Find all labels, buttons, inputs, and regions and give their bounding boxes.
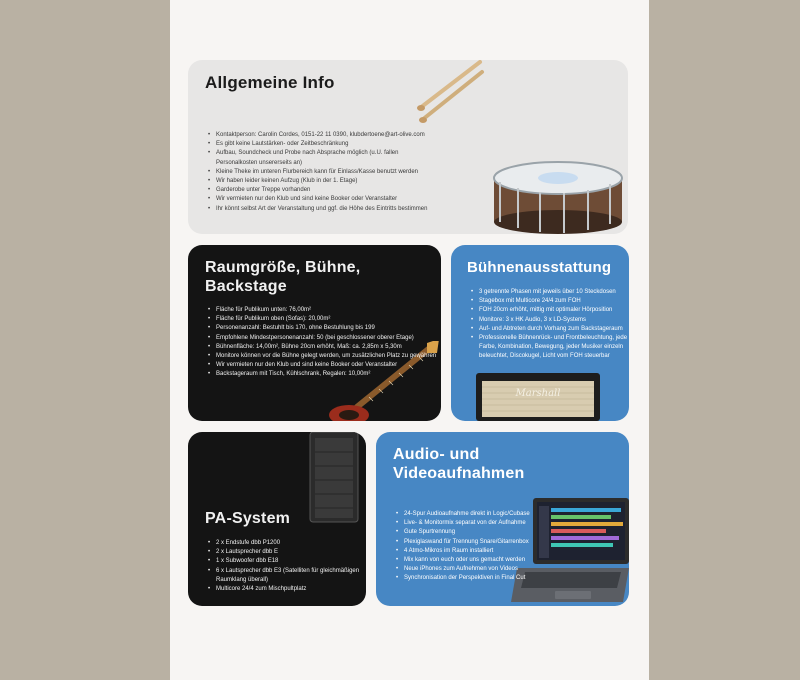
recording-list — [390, 510, 564, 584]
list-item: • FOH 20cm erhöht, mittig mit optimaler Hörposition — [479, 306, 629, 315]
list-item: • Monitore: 3 x HK Audio, 3 x LD-Systems — [479, 316, 629, 325]
list-item: • 3 getrennte Phasen mit jeweils über 10 Steckdosen — [479, 288, 629, 297]
list-item: • Synchronisation der Perspektiven in Final Cut — [404, 574, 564, 583]
list-item: • Personenanzahl: Bestuhlt bis 170, ohne Bestuhlung bis 199 — [216, 324, 441, 333]
amplifier-image — [476, 371, 600, 421]
general-info-card — [188, 60, 628, 234]
snare-drum-image — [488, 156, 628, 234]
list-item: • Auf- und Abtreten durch Vorhang zum Backstageraum — [479, 325, 629, 334]
recording-card — [376, 432, 629, 606]
room-size-card — [188, 245, 441, 421]
list-item: • Kontaktperson: Carolin Cordes, 0151-22 11 0390, klubdertoene@art-olive.com — [216, 131, 432, 140]
pa-system-title: PA-System — [205, 510, 291, 527]
list-item: • Es gibt keine Lautstärken- oder Zeitbeschränkung — [216, 140, 432, 149]
content-page — [170, 0, 649, 680]
room-size-list — [202, 306, 441, 380]
stage-equipment-list — [465, 288, 629, 362]
list-item: • Fläche für Publikum unten: 76,00m² — [216, 306, 441, 315]
recording-title: Audio- und Videoaufnahmen — [393, 446, 525, 482]
list-item: • 2 x Lautsprecher dbb E — [216, 548, 366, 557]
list-item: • Neue iPhones zum Aufnehmen von Videos — [404, 565, 564, 574]
list-item: • Stagebox mit Multicore 24/4 zum FOH — [479, 297, 629, 306]
list-item: • Live- & Monitormix separat von der Aufnahme — [404, 519, 564, 528]
stage-equipment-card — [451, 245, 629, 421]
list-item: • Multicore 24/4 zum Mischpultplatz — [216, 585, 366, 594]
list-item: • Ihr könnt selbst Art der Veranstaltung und ggf. die Höhe des Eintritts bestimmen — [216, 205, 432, 214]
speaker-image — [306, 432, 360, 524]
list-item: • Wir haben leider keinen Aufzug (Klub in der 1. Etage) — [216, 177, 432, 186]
general-info-list — [202, 131, 432, 214]
list-item: • Bühnenfläche: 14,00m², Bühne 20cm erhöht, Maß: ca. 2,85m x 5,30m — [216, 343, 441, 352]
list-item: • Wir vermieten nur den Klub und sind keine Booker oder Veranstalter — [216, 361, 441, 370]
list-item: • Professionelle Bühnenrück- und Frontbeleuchtung, jede Farbe, Kombination, Bewegung, jeder Musiker einzeln beleuchtet, Discokugel, Licht vom FOH steuerbar — [479, 334, 629, 362]
list-item: • 2 x Endstufe dbb P1200 — [216, 539, 366, 548]
list-item: • Kleine Theke im unteren Flurbereich kann für Einlass/Kasse benutzt werden — [216, 168, 432, 177]
pa-system-list — [202, 539, 366, 594]
list-item: • 1 x Subwoofer dbb E18 — [216, 557, 366, 566]
list-item: • Backstageraum mit Tisch, Kühlschrank, Regalen: 10,00m² — [216, 370, 441, 379]
list-item: • 4 Atmo-Mikros im Raum installiert — [404, 547, 564, 556]
room-size-title: Raumgröße, Bühne, Backstage — [205, 259, 361, 295]
general-info-title: Allgemeine Info — [205, 73, 335, 92]
list-item: • 6 x Lautsprecher dbb E3 (Satelliten für gleichmäßigen Raumklang überall) — [216, 567, 366, 585]
list-item: • Monitore können vor die Bühne gelegt werden, um zusätzlichen Platz zu gewähren — [216, 352, 441, 361]
list-item: • Empfohlene Mindestpersonenanzahl: 50 (bei geschlossener oberer Etage) — [216, 334, 441, 343]
drumsticks-image — [410, 60, 490, 130]
list-item: • Mix kann von euch oder uns gemacht werden — [404, 556, 564, 565]
stage-equipment-title: Bühnenausstattung — [467, 259, 612, 276]
list-item: • Garderobe unter Treppe vorhanden — [216, 186, 432, 195]
amp-brand-logo: Marshall — [515, 388, 561, 399]
list-item: • 24-Spur Audioaufnahme direkt in Logic/Cubase — [404, 510, 564, 519]
list-item: • Wir vermieten nur den Klub und sind keine Booker oder Veranstalter — [216, 195, 432, 204]
list-item: • Aufbau, Soundcheck und Probe nach Absprache möglich (u.U. fallen Personalkosten unsererseits an) — [216, 149, 432, 167]
list-item: • Gute Spurtrennung — [404, 528, 564, 537]
pa-system-card — [188, 432, 366, 606]
list-item: • Fläche für Publikum oben (Sofas): 20,00m² — [216, 315, 441, 324]
list-item: • Plexiglaswand für Trennung Snare/Gitarrenbox — [404, 538, 564, 547]
